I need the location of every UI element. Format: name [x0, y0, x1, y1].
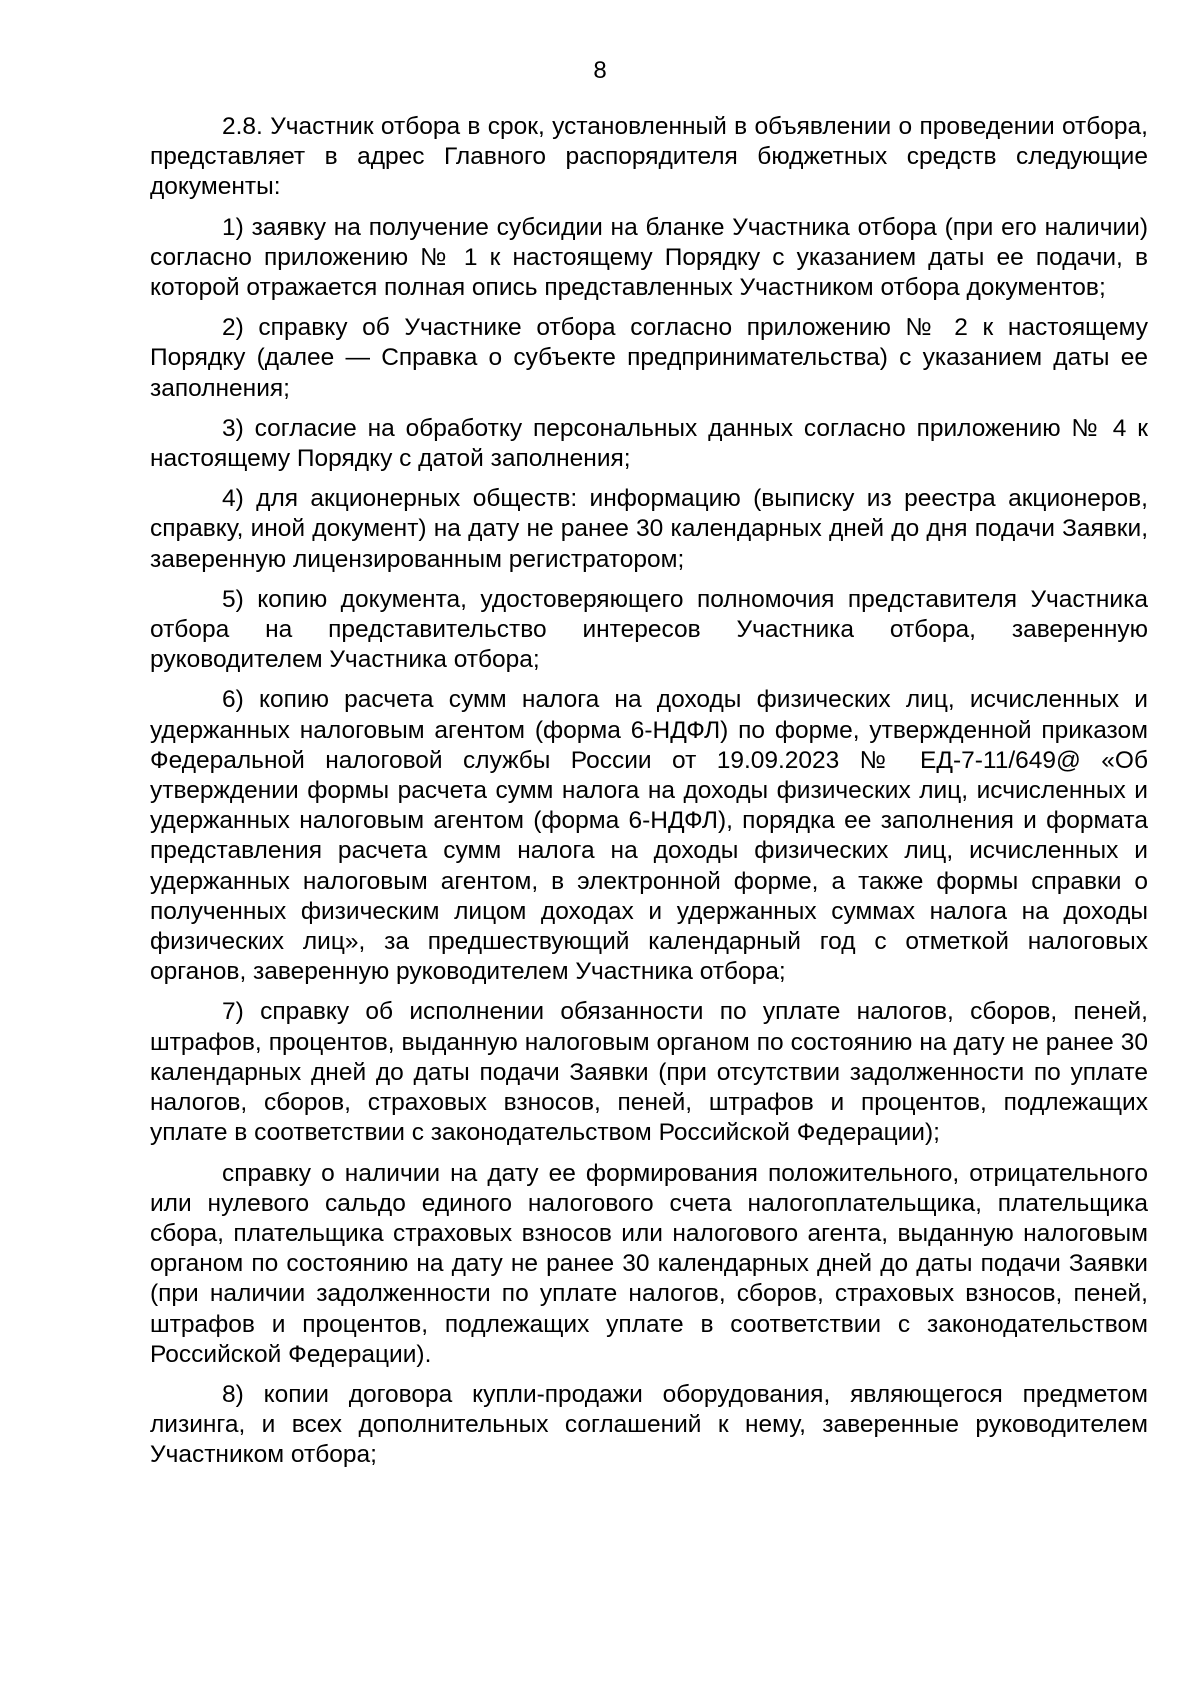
paragraph-item-2: 2) справку об Участнике отбора согласно приложению № 2 к настоящему Порядку (далее — Справка о субъекте предпринимательства) с указанием даты ее заполнения;	[150, 314, 1148, 402]
paragraph-item-3: 3) согласие на обработку персональных данных согласно приложению № 4 к настоящему Порядку с датой заполнения;	[150, 414, 1148, 473]
paragraph-item-4: 4) для акционерных обществ: информацию (выписку из реестра акционеров, справку, иной документ) на дату не ранее 30 календарных дней до дня подачи Заявки, заверенную лицензированным регистратором;	[150, 485, 1148, 573]
page-number: 8	[593, 57, 607, 84]
paragraph-item-7-continued: справку о наличии на дату ее формирования положительного, отрицательного или нулевого сальдо единого налогового счета налогоплательщика, плательщика сбора, плательщика страховых взносов или налогового агента, выданную налоговым органом по состоянию на дату не ранее 30 календарных дней до даты подачи Заявки (при наличии задолженности по уплате налогов, сборов, страховых взносов, пеней, штрафов и процентов, подлежащих уплате в соответствии с законодательством Российской Федерации).	[150, 1159, 1148, 1368]
paragraph-item-1: 1) заявку на получение субсидии на бланке Участника отбора (при его наличии) согласно приложению № 1 к настоящему Порядку с указанием даты ее подачи, в которой отражается полная опись представленных Участником отбора документов;	[150, 213, 1148, 302]
paragraph-item-6: 6) копию расчета сумм налога на доходы физических лиц, исчисленных и удержанных налоговым агентом (форма 6-НДФЛ) по форме, утвержденной приказом Федеральной налоговой службы России от 19.09.2023 № ЕД-7-11/649@ «Об утверждении формы расчета сумм налога на доходы физических лиц, исчисленных и удержанных налоговым агентом (форма 6-НДФЛ), порядка ее заполнения и формата представления расчета сумм налога на доходы физических лиц, исчисленных и удержанных налоговым агентом, в электронной форме, а также формы справки о полученных физическим лицом доходах и удержанных суммах налога на доходы физических лиц», за предшествующий календарный год с отметкой налоговых органов, заверенную руководителем Участника отбора;	[150, 686, 1148, 986]
paragraph-2-8-intro: 2.8. Участник отбора в срок, установленный в объявлении о проведении отбора, представляет в адрес Главного распорядителя бюджетных средств следующие документы:	[150, 113, 1148, 201]
paragraph-item-8: 8) копии договора купли-продажи оборудования, являющегося предметом лизинга, и всех дополнительных соглашений к нему, заверенные руководителем Участником отбора;	[150, 1380, 1148, 1469]
document-body	[150, 112, 1148, 1481]
paragraph-item-7: 7) справку об исполнении обязанности по уплате налогов, сборов, пеней, штрафов, процентов, выданную налоговым органом по состоянию на дату не ранее 30 календарных дней до даты подачи Заявки (при отсутствии задолженности по уплате налогов, сборов, страховых взносов, пеней, штрафов и процентов, подлежащих уплате в соответствии с законодательством Российской Федерации);	[150, 998, 1148, 1147]
paragraph-item-5: 5) копию документа, удостоверяющего полномочия представителя Участника отбора на представительство интересов Участника отбора, заверенную руководителем Участника отбора;	[150, 585, 1148, 674]
